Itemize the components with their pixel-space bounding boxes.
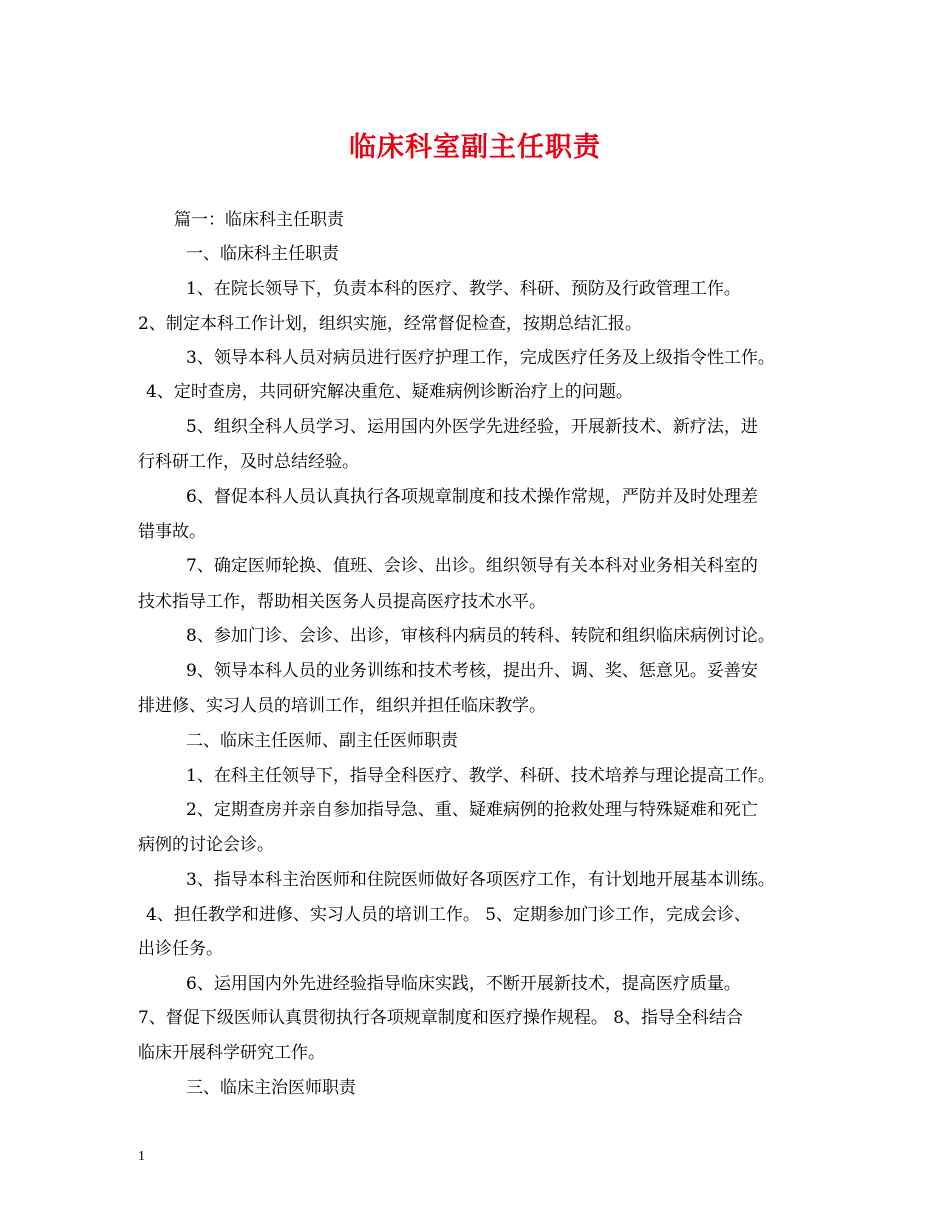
paragraph-line: 2、制定本科工作计划，组织实施，经常督促检查，按期总结汇报。 xyxy=(138,314,642,334)
section-heading-attending-physician: 三、临床主治医师职责 xyxy=(186,1078,356,1098)
paragraph-line: 排进修、实习人员的培训工作，组织并担任临床教学。 xyxy=(138,696,546,716)
section-heading-part-1: 篇一：临床科主任职责 xyxy=(174,210,344,230)
paragraph-line: 4、担任教学和进修、实习人员的培训工作。 5、定期参加门诊工作，完成会诊、 xyxy=(146,905,752,925)
paragraph-line: 3、指导本科主治医师和住院医师做好各项医疗工作，有计划地开展基本训练。 xyxy=(186,870,775,890)
paragraph-line: 5、组织全科人员学习、运用国内外医学先进经验，开展新技术、新疗法，进 xyxy=(186,417,758,437)
paragraph-line: 错事故。 xyxy=(138,522,206,542)
paragraph-line: 临床开展科学研究工作。 xyxy=(138,1043,325,1063)
paragraph-line: 4、定时查房，共同研究解决重危、疑难病例诊断治疗上的问题。 xyxy=(146,382,633,402)
paragraph-line: 7、确定医师轮换、值班、会诊、出诊。组织领导有关本科对业务相关科室的 xyxy=(186,556,758,576)
paragraph-line: 技术指导工作，帮助相关医务人员提高医疗技术水平。 xyxy=(138,592,546,612)
section-heading-chief-physician: 二、临床主任医师、副主任医师职责 xyxy=(186,731,458,751)
paragraph-line: 3、领导本科人员对病员进行医疗护理工作，完成医疗任务及上级指令性工作。 xyxy=(186,348,775,368)
paragraph-line: 出诊任务。 xyxy=(138,939,223,959)
paragraph-line: 1、在院长领导下，负责本科的医疗、教学、科研、预防及行政管理工作。 xyxy=(186,279,741,299)
paragraph-line: 7、督促下级医师认真贯彻执行各项规章制度和医疗操作规程。 8、指导全科结合 xyxy=(138,1008,744,1028)
paragraph-line: 病例的讨论会诊。 xyxy=(138,835,274,855)
section-heading-dept-director: 一、临床科主任职责 xyxy=(186,244,339,264)
page-number: 1 xyxy=(138,1149,145,1164)
document-title: 临床科室副主任职责 xyxy=(349,132,601,163)
paragraph-line: 6、运用国内外先进经验指导临床实践，不断开展新技术，提高医疗质量。 xyxy=(186,974,741,994)
paragraph-line: 9、领导本科人员的业务训练和技术考核，提出升、调、奖、惩意见。妥善安 xyxy=(186,661,758,681)
paragraph-line: 行科研工作，及时总结经验。 xyxy=(138,452,359,472)
paragraph-line: 2、定期查房并亲自参加指导急、重、疑难病例的抢救处理与特殊疑难和死亡 xyxy=(186,800,758,820)
paragraph-line: 8、参加门诊、会诊、出诊，审核科内病员的转科、转院和组织临床病例讨论。 xyxy=(186,626,775,646)
paragraph-line: 1、在科主任领导下，指导全科医疗、教学、科研、技术培养与理论提高工作。 xyxy=(186,766,775,786)
paragraph-line: 6、督促本科人员认真执行各项规章制度和技术操作常规，严防并及时处理差 xyxy=(186,487,758,507)
